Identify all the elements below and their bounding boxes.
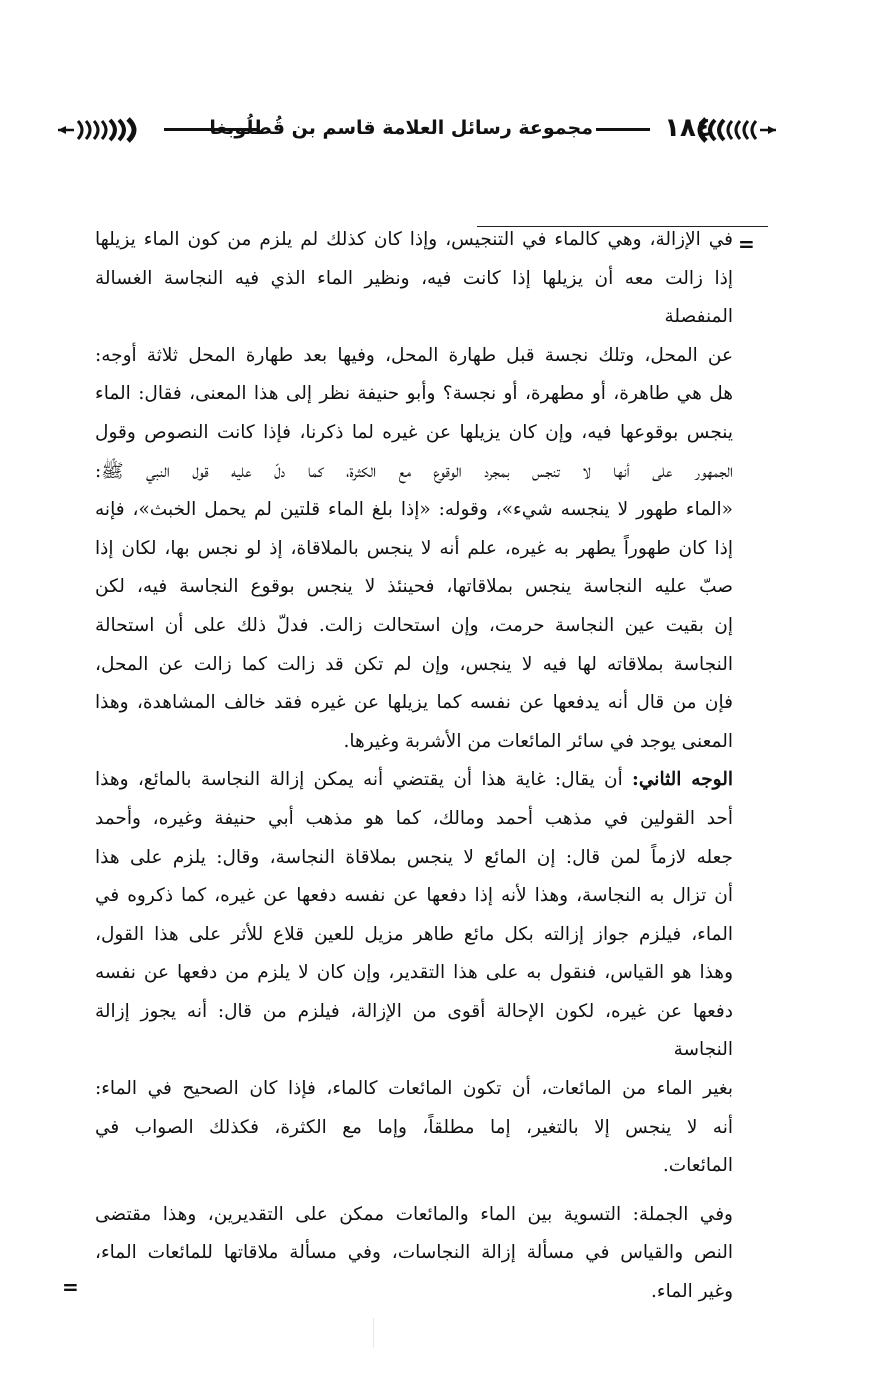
text-line: بغير الماء من المائعات، أن تكون المائعات كالماء، فإذا كان الصحيح في الماء: bbox=[95, 1078, 733, 1100]
text-line: وغير الماء. bbox=[651, 1281, 733, 1303]
text-line: إن بقيت عين النجاسة حرمت، وإن استحالت زالت. فدلّ ذلك على أن استحالة bbox=[95, 614, 733, 636]
text-line: المعنى يوجد في سائر المائعات من الأشربة وغيرها. bbox=[343, 730, 733, 752]
text-line: صبّ عليه النجاسة ينجس بملاقاتها، فحينئذ لا ينجس بوقوع النجاسة فيه، لكن bbox=[95, 576, 733, 598]
text-line: النص والقياس في مسألة إزالة النجاسات، وفي مسألة ملاقاتها للمائعات الماء، bbox=[95, 1242, 733, 1264]
text-line: دفعها عن غيره، لكون الإحالة أقوى من الإزالة، فيلزم من قال: أنه يجوز إزالة النجاسة bbox=[95, 1000, 733, 1061]
text-line: ينجس بوقوعها فيه، وإن كان يزيلها عن غيره لما ذكرنا، فإذا كانت النصوص وقول bbox=[95, 421, 733, 443]
text-line: إذا زالت معه أن يزيلها إذا كانت فيه، ونظير الماء الذي فيه النجاسة الغسالة المنفصلة bbox=[95, 267, 733, 328]
text-line: «الماء طهور لا ينجسه شيء»، وقوله: «إذا بلغ الماء قلتين لم يحمل الخبث»، فإنه bbox=[95, 499, 733, 521]
text-line: النجاسة بملاقاته لها فيه لا ينجس، وإن لم تكن قد زالت كما زالت عن المحل، bbox=[95, 653, 733, 675]
text-line: فإن من قال أنه يدفعها عن نفسه كما يزيلها عن غيره فقد خالف المشاهدة، وهذا bbox=[95, 692, 733, 714]
text-line: هل هي طاهرة، أو مطهرة، أو نجسة؟ وأبو حنيفة نظر إلى هذا المعنى، فقال: الماء bbox=[95, 383, 733, 405]
paragraph-3 bbox=[95, 1196, 733, 1312]
page-gutter-mark bbox=[373, 1318, 374, 1348]
text-line: أنه لا ينجس إلا بالتغير، إما مطلقاً، وإما مع الكثرة، فكذلك الصواب في bbox=[95, 1116, 733, 1138]
header-rule-right bbox=[596, 128, 650, 131]
text-line: جعله لازماً لمن قال: إن المائع لا ينجس بملاقاة النجاسة، وقال: يلزم على هذا bbox=[95, 846, 733, 868]
text-line: عن المحل، وتلك نجسة قبل طهارة المحل، وفيها بعد طهارة المحل ثلاثة أوجه: bbox=[95, 344, 733, 366]
text-line: وفي الجملة: التسوية بين الماء والمائعات ممكن على التقديرين، وهذا مقتضى bbox=[95, 1203, 733, 1225]
running-header bbox=[56, 108, 766, 152]
text-line: في الإزالة، وهي كالماء في التنجيس، وإذا كان كذلك لم يلزم من كون الماء يزيلها bbox=[95, 229, 733, 250]
book-title: مجموعة رسائل العلامة قاسم بن قُطلُوبغا bbox=[209, 117, 593, 139]
text-line: إذا كان طهوراً يطهر به غيره، علم أنه لا ينجس بالملاقاة، إذ لو نجس بها، لكان إذا bbox=[95, 537, 733, 559]
paragraph-1 bbox=[95, 221, 733, 761]
text-line: المائعات. bbox=[662, 1155, 733, 1177]
body-text bbox=[95, 221, 733, 1312]
text-line: أن يقال: غاية هذا أن يقتضي أنه يمكن إزالة النجاسة بالمائع، وهذا bbox=[95, 769, 633, 791]
text-line-with-lead bbox=[95, 761, 733, 800]
text-line: أحد القولين في مذهب أحمد ومالك، كما هو مذهب أبي حنيفة وغيره، وأحمد bbox=[95, 807, 733, 829]
text-line: وهذا هو القياس، فنقول به على هذا التقدير، وإن كان لا يلزم من دفعها عن نفسه bbox=[95, 962, 733, 984]
continuation-mark-end: = bbox=[62, 1275, 79, 1299]
paragraph-2 bbox=[95, 761, 733, 1186]
continuation-mark-start: = bbox=[738, 232, 755, 256]
text-line: الجمهور على أنها لا تنجس بمجرد الوقوع مع الكثرة، كما دلّ عليه قول النبي ﷺ: bbox=[95, 460, 733, 482]
text-line: أن تزال به النجاسة، وهذا لأنه إذا دفعها عن نفسه دفعها عن غيره، كما ذكروه في bbox=[95, 885, 733, 907]
right-ornament-icon bbox=[678, 117, 778, 143]
page-number: ١٨٤ bbox=[664, 113, 712, 143]
text-line: الماء، فيلزم جواز إزالته بكل مائع طاهر مزيل للعين قلاع للأثر على هذا القول، bbox=[95, 923, 733, 945]
left-ornament-icon bbox=[56, 117, 156, 143]
section-lead: الوجه الثاني: bbox=[632, 769, 733, 791]
